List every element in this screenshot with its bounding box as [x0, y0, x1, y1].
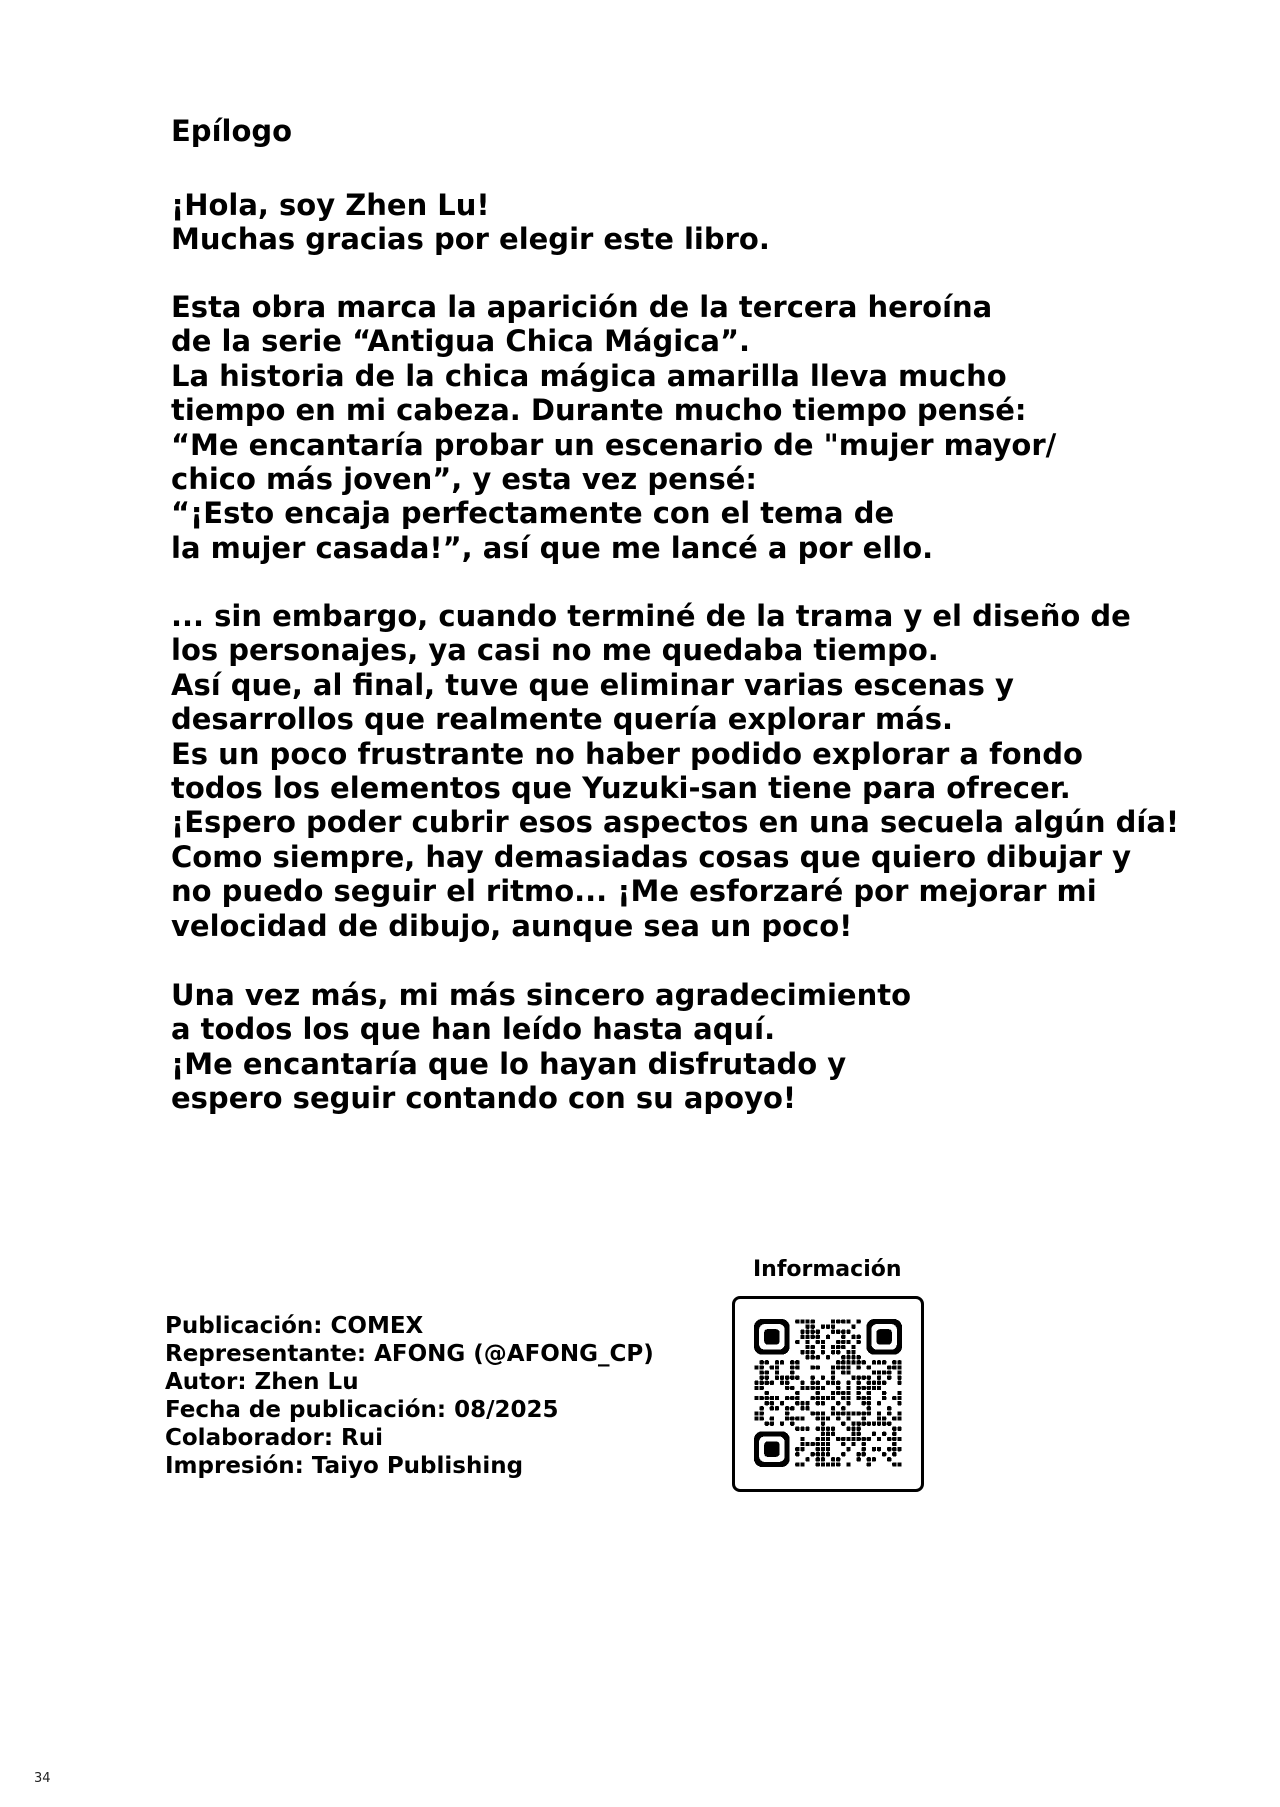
text-line: Así que, al final, tuve que eliminar varias escenas y	[171, 667, 1014, 702]
paragraph-story	[171, 290, 1056, 565]
text-line: Es un poco frustrante no haber podido explorar a fondo	[171, 736, 1083, 771]
text-line: la mujer casada!”, así que me lancé a por ello.	[171, 530, 934, 565]
text-line: Esta obra marca la aparición de la tercera heroína	[171, 290, 993, 324]
paragraph-process	[171, 599, 1179, 943]
qr-label: Información	[753, 1257, 902, 1282]
text-line: no puedo seguir el ritmo... ¡Me esforzaré por mejorar mi	[171, 874, 1097, 909]
text-line: ... sin embargo, cuando terminé de la trama y el diseño de	[171, 599, 1131, 633]
text-line: Una vez más, mi más sincero agradecimiento	[171, 978, 912, 1012]
text-line: Muchas gracias por elegir este libro.	[171, 222, 770, 257]
colophon-collaborator: Colaborador: Rui	[165, 1425, 383, 1451]
text-line: ¡Hola, soy Zhen Lu!	[171, 188, 490, 222]
colophon-author: Autor: Zhen Lu	[165, 1369, 359, 1395]
paragraph-greeting	[171, 188, 770, 257]
text-line: La historia de la chica mágica amarilla lleva mucho	[171, 358, 1007, 393]
text-line: chico más joven”, y esta vez pensé:	[171, 462, 757, 497]
text-line: “Me encantaría probar un escenario de "mujer mayor/	[171, 427, 1057, 462]
paragraph-thanks	[171, 978, 911, 1116]
text-line: ¡Me encantaría que lo hayan disfrutado y	[171, 1046, 847, 1081]
text-line: de la serie “Antigua Chica Mágica”.	[171, 324, 751, 359]
text-line: “¡Esto encaja perfectamente con el tema de	[171, 496, 895, 531]
text-line: los personajes, ya casi no me quedaba tiempo.	[171, 633, 939, 668]
page-number: 34	[34, 1771, 51, 1786]
colophon-date: Fecha de publicación: 08/2025	[165, 1397, 559, 1423]
colophon-printing: Impresión: Taiyo Publishing	[165, 1453, 524, 1479]
page-title: Epílogo	[171, 114, 293, 148]
text-line: velocidad de dibujo, aunque sea un poco!	[171, 908, 853, 943]
qr-code-frame[interactable]	[732, 1296, 924, 1492]
colophon-publication: Publicación: COMEX	[165, 1313, 424, 1339]
text-line: espero seguir contando con su apoyo!	[171, 1081, 797, 1116]
colophon	[165, 1312, 654, 1480]
text-line: todos los elementos que Yuzuki-san tiene para ofrecer.	[171, 771, 1071, 806]
text-line: a todos los que han leído hasta aquí.	[171, 1012, 776, 1047]
text-line: Como siempre, hay demasiadas cosas que quiero dibujar y	[171, 839, 1132, 874]
text-line: ¡Espero poder cubrir esos aspectos en una secuela algún día!	[171, 805, 1180, 840]
qr-code-icon	[754, 1319, 902, 1467]
text-line: desarrollos que realmente quería explorar más.	[171, 702, 954, 737]
colophon-representative: Representante: AFONG (@AFONG_CP)	[165, 1341, 654, 1367]
text-line: tiempo en mi cabeza. Durante mucho tiempo pensé:	[171, 393, 1027, 428]
